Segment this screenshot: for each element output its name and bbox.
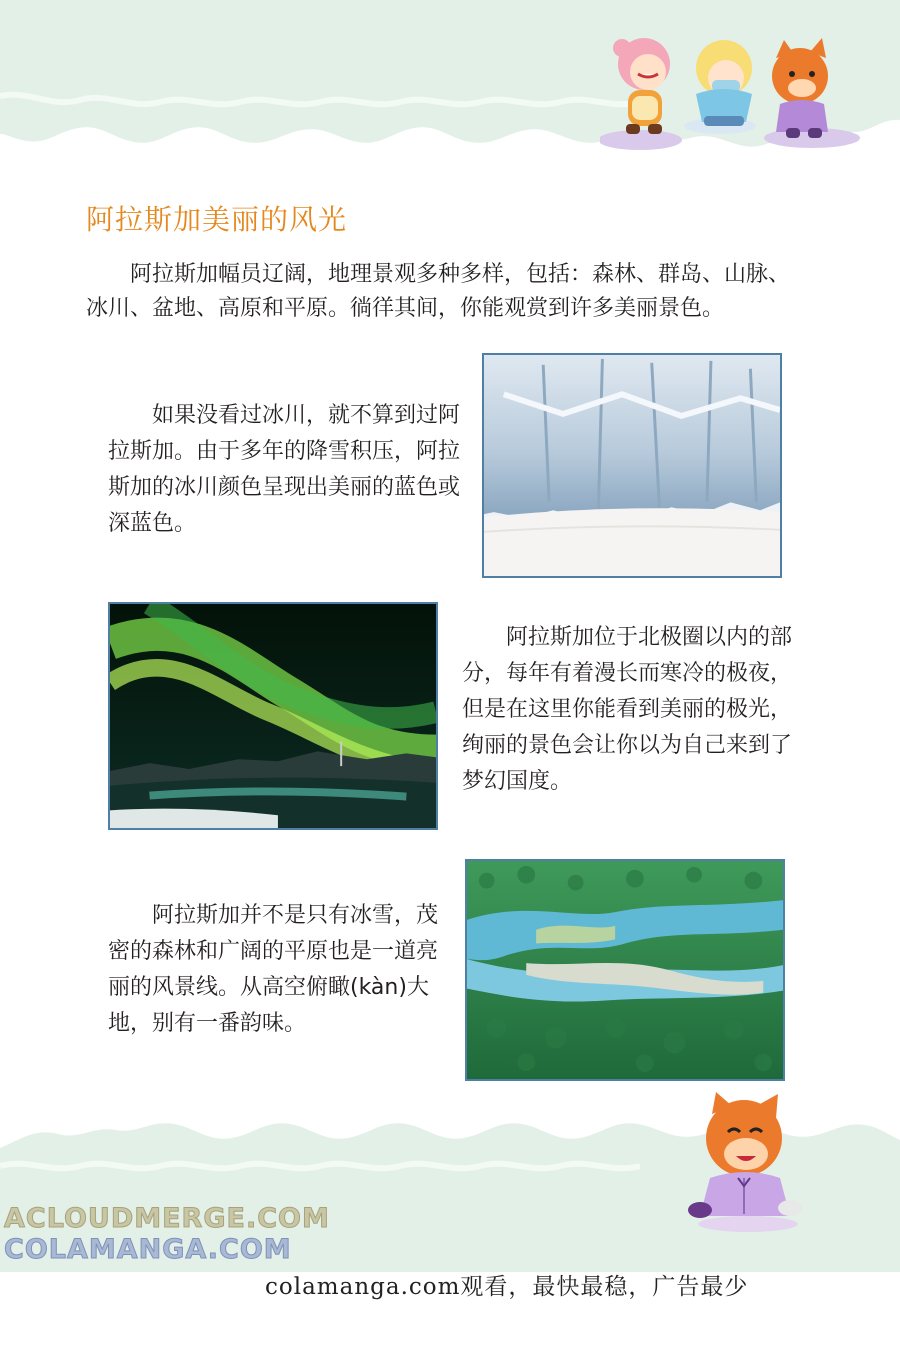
aurora-illustration bbox=[110, 604, 436, 828]
section-title: 阿拉斯加美丽的风光 bbox=[86, 203, 348, 236]
glacier-photo bbox=[482, 353, 782, 578]
glacier-paragraph: 如果没看过冰川，就不算到过阿拉斯加。由于多年的降雪积压，阿拉斯加的冰川颜色呈现出美丽的蓝色或深蓝色。 bbox=[108, 403, 461, 536]
orange-cartoon-bear-in-purple-coat-icon bbox=[686, 1092, 806, 1234]
three-cartoon-characters-running-in-snow-icon bbox=[600, 28, 862, 156]
watermark-acloudmerge: ACLOUDMERGE.COM bbox=[4, 1203, 330, 1234]
aurora-paragraph: 阿拉斯加位于北极圈以内的部分，每年有着漫长而寒冷的极夜，但是在这里你能看到美丽的极光，绚丽的景色会让你以为自己来到了梦幻国度。 bbox=[462, 625, 793, 794]
intro-paragraph: 阿拉斯加幅员辽阔，地理景观多种多样，包括：森林、群岛、山脉、冰川、盆地、高原和平原。徜徉其间，你能观赏到许多美丽景色。 bbox=[86, 262, 791, 321]
aurora-photo bbox=[108, 602, 438, 830]
forest-river-photo bbox=[465, 859, 785, 1081]
forest-paragraph: 阿拉斯加并不是只有冰雪，茂密的森林和广阔的平原也是一道亮丽的风景线。从高空俯瞰(kàn)大地，别有一番韵味。 bbox=[108, 903, 439, 1036]
watermark-colamanga: COLAMANGA.COM bbox=[4, 1234, 292, 1265]
footer-ad-text: colamanga.com观看，最快最稳，广告最少 bbox=[265, 1274, 749, 1300]
glacier-illustration bbox=[484, 355, 780, 576]
forest-river-illustration bbox=[467, 861, 783, 1079]
